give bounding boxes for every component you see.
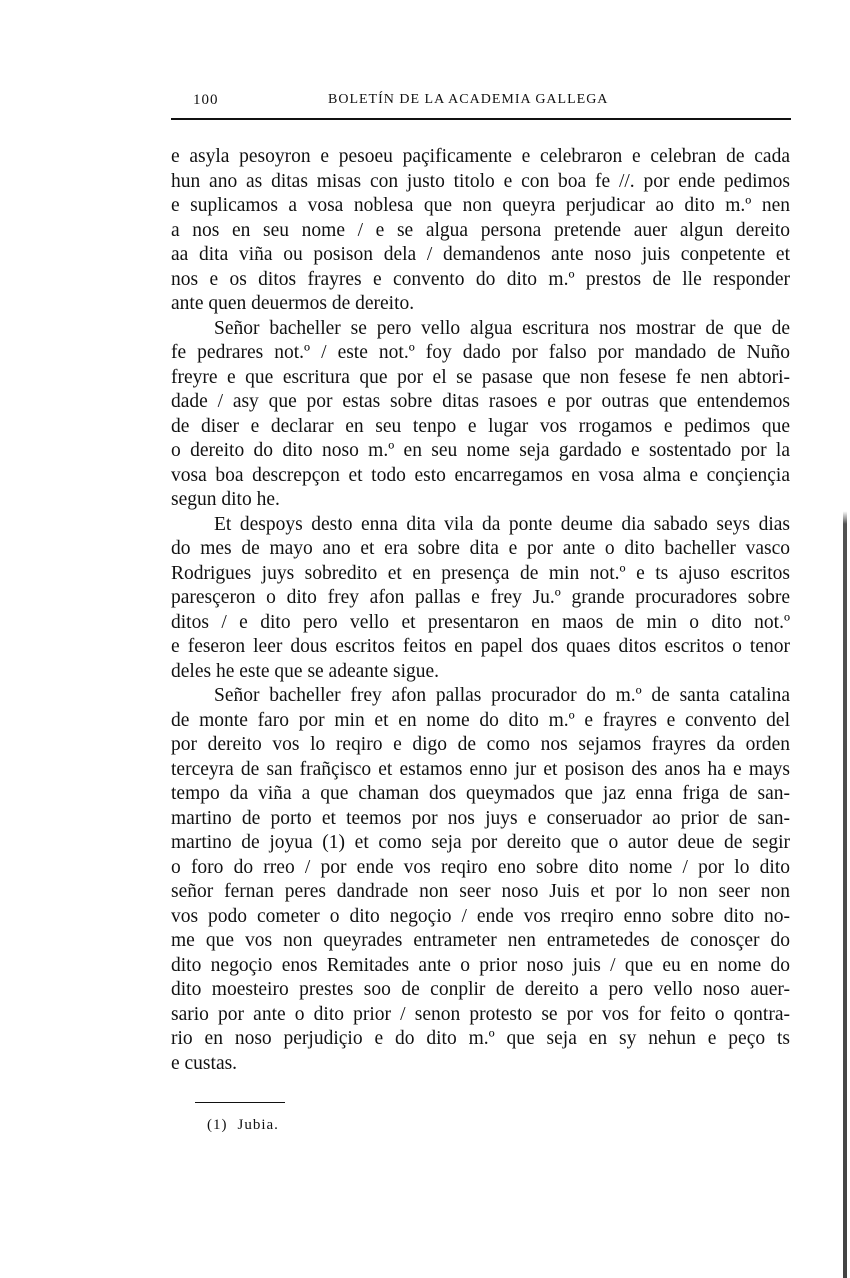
text-line: e feseron leer dous escritos feitos en papel dos quaes ditos escritos o tenor xyxy=(171,636,790,657)
text-line: rio en noso perjudiçio e do dito m.º que seja en sy nehun e peço ts xyxy=(171,1028,790,1049)
footnote xyxy=(207,1117,289,1134)
text-line: me que vos non queyrades entrameter nen entrametedes de conosçer do xyxy=(171,930,790,951)
journal-title: BOLETÍN DE LA ACADEMIA GALLEGA xyxy=(328,92,609,107)
text-line: o dereito do dito noso m.º en seu nome seja gardado e sostentado por la xyxy=(171,440,790,461)
text-line: de monte faro por min et en nome do dito m.º e frayres e convento del xyxy=(171,709,790,731)
text-line: ante quen deuermos de dereito. xyxy=(171,293,415,314)
text-line: de diser e declarar en seu tenpo e lugar vos rrogamos e pedimos que xyxy=(171,415,790,437)
text-line: dito negoçio enos Remitades ante o prior noso juis / que eu en nome do xyxy=(171,954,790,976)
text-line: sario por ante o dito prior / senon protesto se por vos for feito o qontra- xyxy=(171,1003,790,1025)
running-header xyxy=(193,92,790,112)
text-line: segun dito he. xyxy=(171,489,280,510)
text-line: e custas. xyxy=(171,1052,238,1074)
scan-edge-shadow xyxy=(843,0,847,1278)
text-line: do mes de mayo ano et era sobre dita e por ante o dito bacheller vasco xyxy=(171,538,790,559)
text-line: señor fernan peres dandrade non seer noso Juis et por lo non seer non xyxy=(171,881,790,902)
page-number: 100 xyxy=(193,92,219,108)
footnote-text: Jubia. xyxy=(237,1117,279,1133)
text-line: nos e os ditos frayres e convento do dito m.º prestos de lle responder xyxy=(171,268,790,290)
text-line: dito moesteiro prestes soo de conplir de dereito a pero vello noso auer- xyxy=(171,979,790,1000)
text-line: e suplicamos a vosa noblesa que non queyra perjudicar ao dito m.º nen xyxy=(171,195,790,216)
text-line: Et despoys desto enna dita vila da ponte deume dia sabado seys dias xyxy=(214,513,790,535)
text-line: ditos / e dito pero vello et presentaron en maos de min o dito not.º xyxy=(171,611,790,633)
text-line: tempo da viña a que chaman dos queymados que jaz enna friga de san- xyxy=(171,783,790,804)
text-line: a nos en seu nome / e se algua persona pretende auer algun dereito xyxy=(171,219,790,241)
text-line: Rodrigues juys sobredito et en presença de min not.º e ts ajuso escritos xyxy=(171,562,790,584)
text-line: martino de joyua (1) et como seja por dereito que o autor deue de segir xyxy=(171,832,790,853)
text-line: e asyla pesoyron e pesoeu paçificamente e celebraron e celebran de cada xyxy=(171,146,790,167)
text-line: Señor bacheller se pero vello algua escritura nos mostrar de que de xyxy=(214,317,790,339)
text-line: Señor bacheller frey afon pallas procurador do m.º de santa catalina xyxy=(214,685,790,706)
footnote-marker: (1) xyxy=(207,1117,228,1133)
footnote-rule xyxy=(195,1102,285,1103)
text-line: vosa boa descrepçon et todo esto encarregamos en vosa alma e conçiençia xyxy=(171,464,790,486)
text-line: fe pedrares not.º / este not.º foy dado por falso por mandado de Nuño xyxy=(171,342,790,363)
text-line: martino de porto et teemos por nos juys e conseruador ao prior de san- xyxy=(171,807,790,829)
text-line: vos podo cometer o dito negoçio / ende vos rreqiro enno sobre dito no- xyxy=(171,905,790,927)
text-line: paresçeron o dito frey afon pallas e frey Ju.º grande procuradores sobre xyxy=(171,587,790,608)
text-line: aa dita viña ou posison dela / demandenos ante noso juis conpetente et xyxy=(171,244,790,265)
text-line: o foro do rreo / por ende vos reqiro eno sobre dito nome / por lo dito xyxy=(171,856,790,878)
text-line: deles he este que se adeante sigue. xyxy=(171,660,440,682)
text-line: freyre e que escritura que por el se pasase que non fesese fe nen abtori- xyxy=(171,366,790,388)
text-line: por dereito vos lo reqiro e digo de como nos sejamos frayres da orden xyxy=(171,734,790,755)
text-line: dade / asy que por estas sobre ditas rasoes e por outras que entendemos xyxy=(171,391,790,412)
header-rule xyxy=(171,118,791,120)
text-line: hun ano as ditas misas con justo titolo e con boa fe //. por ende pedimos xyxy=(171,170,790,192)
text-line: terceyra de san frañçisco et estamos enno jur et posison des anos ha e mays xyxy=(171,758,790,780)
